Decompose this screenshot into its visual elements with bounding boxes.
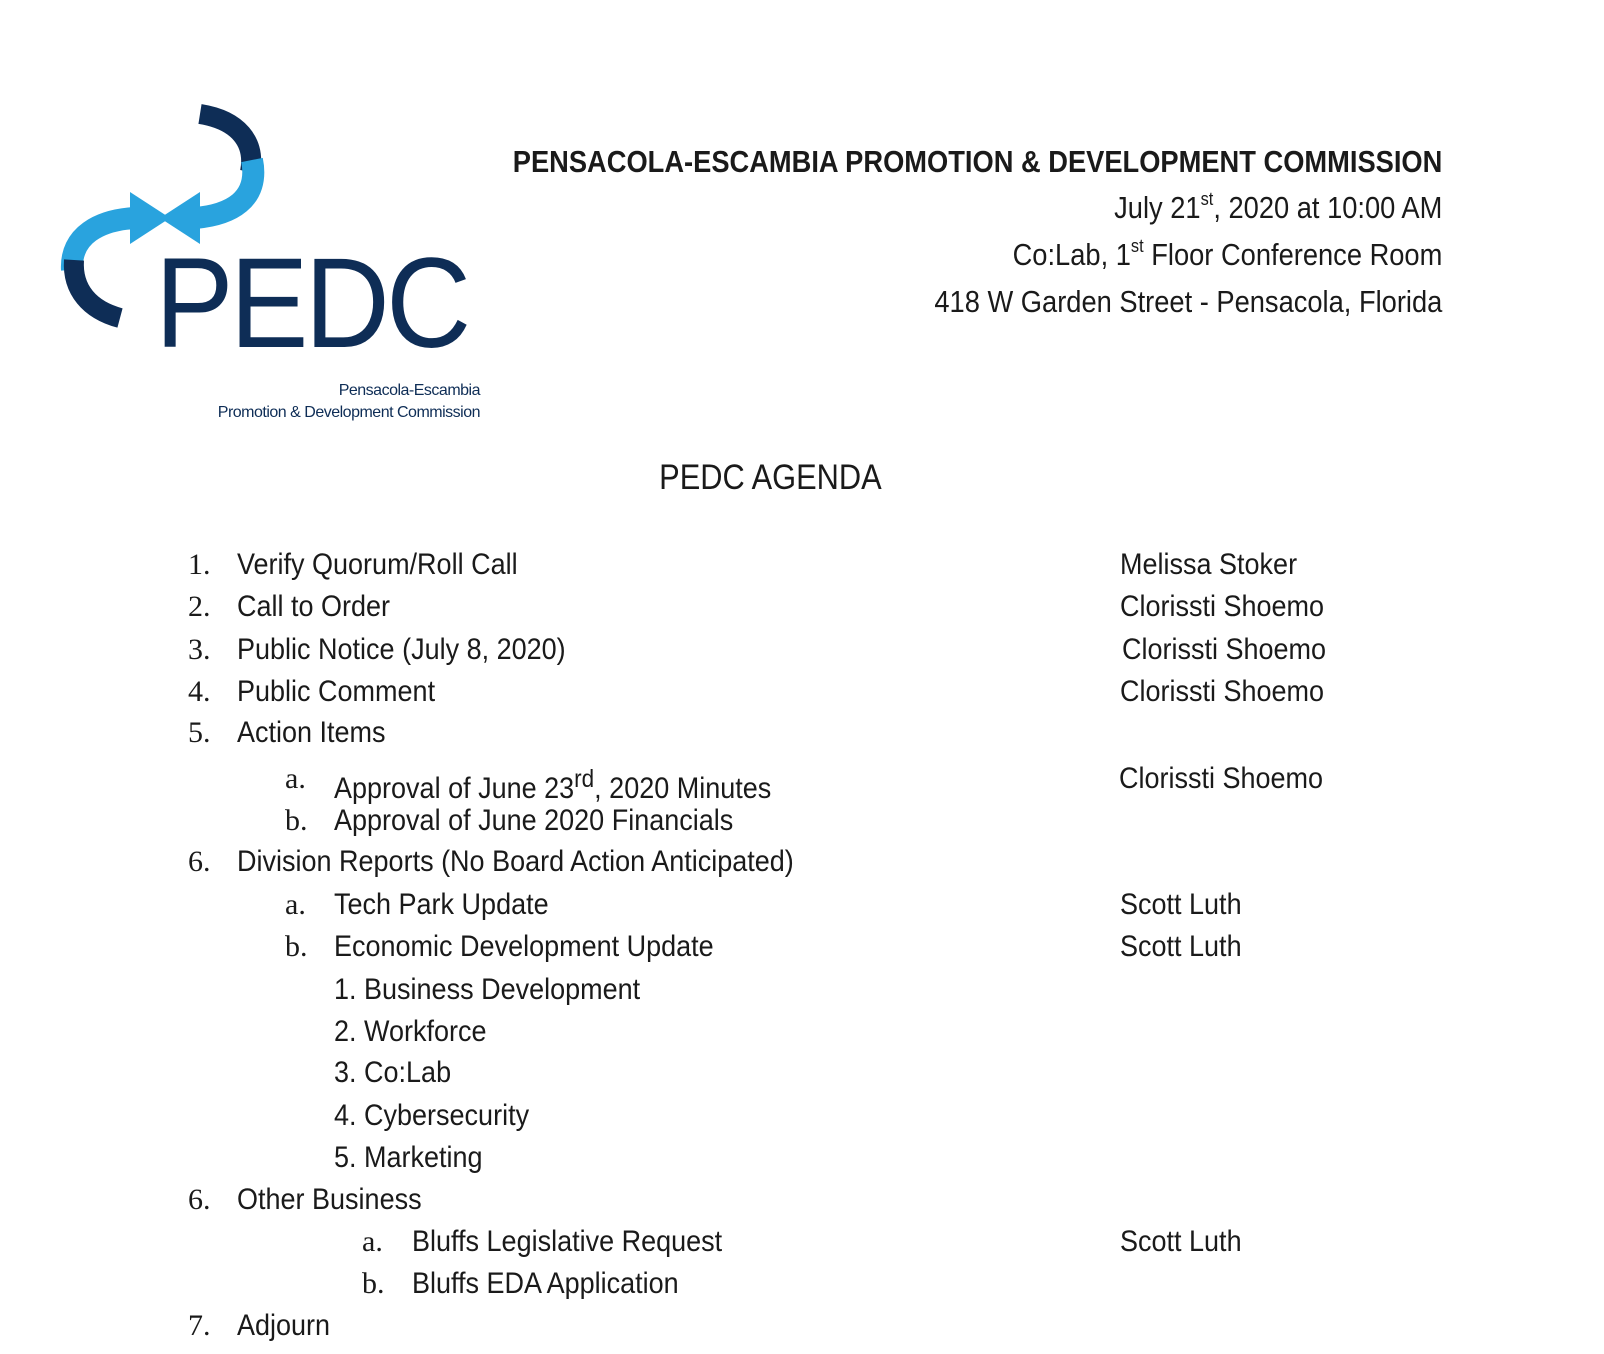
agenda-title: PEDC AGENDA xyxy=(658,458,882,497)
logo-wordmark: PEDC xyxy=(155,232,468,375)
agenda-presenter: Scott Luth xyxy=(1120,1225,1242,1258)
meeting-date: July 21st, 2020 at 10:00 AM xyxy=(1113,187,1442,225)
pedc-logo xyxy=(60,100,480,430)
agenda-presenter: Melissa Stoker xyxy=(1120,548,1298,581)
meeting-header xyxy=(512,140,1442,325)
agenda-presenter: Clorissti Shoemo xyxy=(1122,633,1327,666)
organization-name: PENSACOLA-ESCAMBIA PROMOTION & DEVELOPMENT COMMISSION xyxy=(512,144,1442,179)
logo-subtitle-line1: Pensacola-Escambia xyxy=(338,382,480,399)
agenda-presenter: Scott Luth xyxy=(1120,888,1242,921)
agenda-presenter: Clorissti Shoemo xyxy=(1120,675,1325,708)
meeting-venue: Co:Lab, 1st Floor Conference Room xyxy=(1012,234,1442,272)
agenda-presenter: Clorissti Shoemo xyxy=(1120,590,1325,623)
meeting-address: 418 W Garden Street - Pensacola, Florida xyxy=(934,284,1442,319)
agenda-presenter: Scott Luth xyxy=(1120,930,1242,963)
logo-subtitle-line2: Promotion & Development Commission xyxy=(217,404,480,421)
agenda-presenter: Clorissti Shoemo xyxy=(1119,762,1324,795)
